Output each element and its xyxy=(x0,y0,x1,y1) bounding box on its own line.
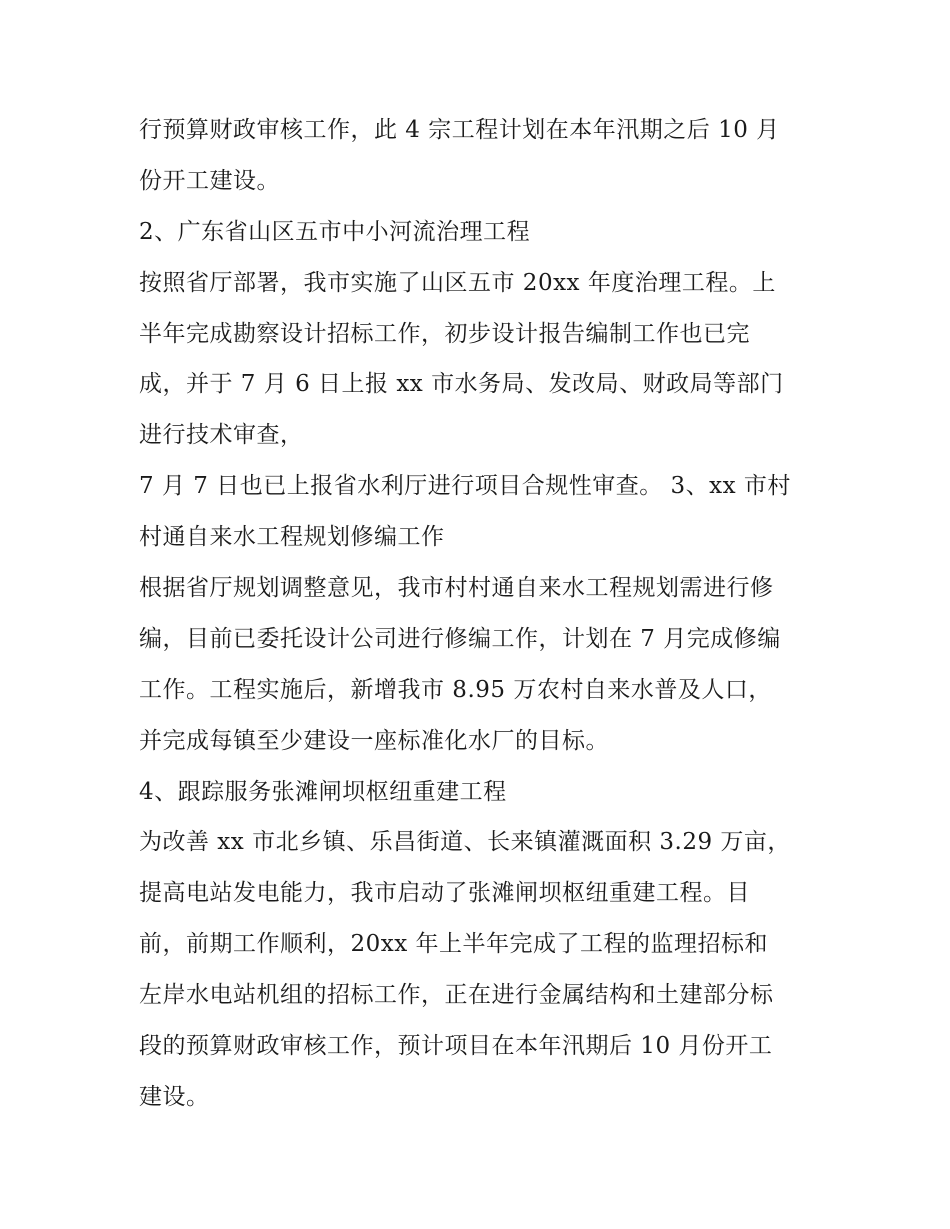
text-line: 为改善 xx 市北乡镇、乐昌街道、长来镇灌溉面积 3.29 万亩， xyxy=(139,829,791,856)
document-body xyxy=(139,105,829,1123)
text-line: 建设。 xyxy=(139,1083,210,1110)
text-line: 根据省厅规划调整意见，我市村村通自来水工程规划需进行修 xyxy=(139,575,774,602)
text-line: 行预算财政审核工作，此 4 宗工程计划在本年汛期之后 10 月 xyxy=(139,117,780,143)
text-line: 成，并于 7 月 6 日上报 xx 市水务局、发改局、财政局等部门 xyxy=(139,371,784,398)
text-line: 进行技术审查， xyxy=(139,422,304,449)
text-line: 提高电站发电能力，我市启动了张滩闸坝枢纽重建工程。目 xyxy=(139,880,750,907)
text-line: 并完成每镇至少建设一座标准化水厂的目标。 xyxy=(139,727,609,754)
text-line: 7 月 7 日也已上报省水利厅进行项目合规性审查。 3、xx 市村 xyxy=(139,473,791,500)
section-heading: 2、广东省山区五市中小河流治理工程 xyxy=(139,218,531,245)
section-heading: 4、跟踪服务张滩闸坝枢纽重建工程 xyxy=(139,778,507,805)
text-line: 半年完成勘察设计招标工作，初步设计报告编制工作也已完 xyxy=(139,320,750,347)
text-line: 前，前期工作顺利，20xx 年上半年完成了工程的监理招标和 xyxy=(139,931,769,958)
text-line: 村通自来水工程规划修编工作 xyxy=(139,524,445,551)
text-line: 按照省厅部署，我市实施了山区五市 20xx 年度治理工程。上 xyxy=(139,269,776,296)
text-line: 工作。工程实施后，新增我市 8.95 万农村自来水普及人口， xyxy=(139,676,772,703)
text-line: 份开工建设。 xyxy=(139,167,280,194)
text-line: 编，目前已委托设计公司进行修编工作，计划在 7 月完成修编 xyxy=(139,625,781,652)
text-line: 段的预算财政审核工作，预计项目在本年汛期后 10 月份开工 xyxy=(139,1033,773,1060)
text-line: 左岸水电站机组的招标工作，正在进行金属结构和土建部分标 xyxy=(139,982,774,1009)
